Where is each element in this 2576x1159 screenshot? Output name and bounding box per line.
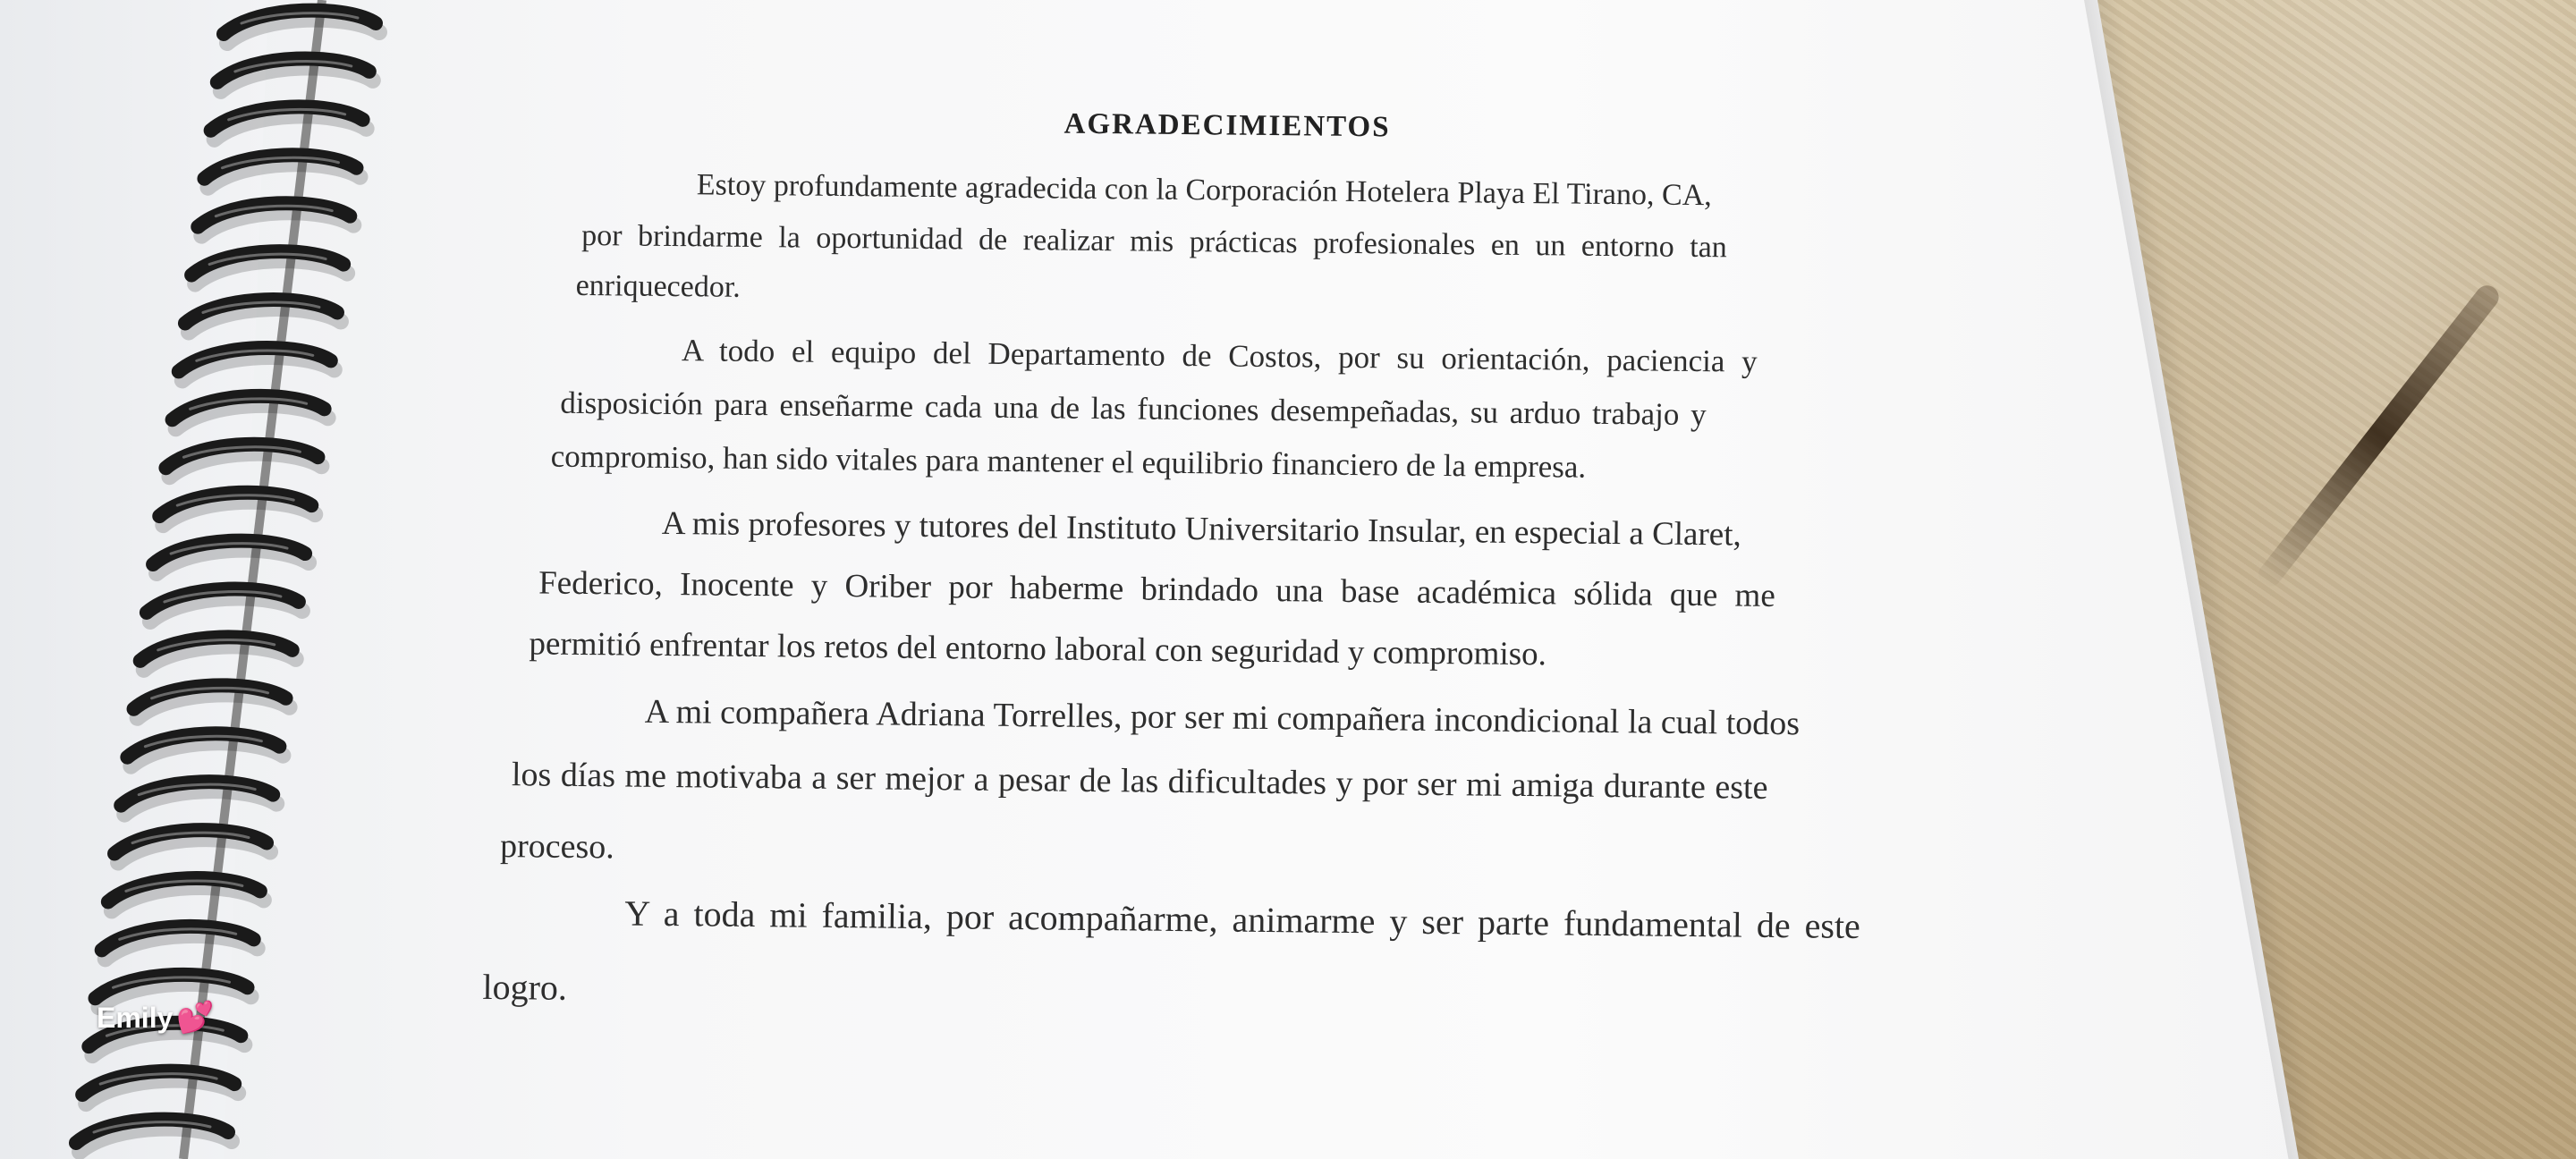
text-line: logro. <box>482 966 568 1008</box>
spiral-coil <box>159 493 315 525</box>
spiral-coil <box>217 58 373 90</box>
spiral-coil <box>134 685 290 717</box>
spiral-coil <box>108 878 264 910</box>
text-line: A mi compañera Adriana Torrelles, por ser mi compañera incondicional la cual todos <box>644 692 1801 743</box>
text-line: proceso. <box>499 827 615 867</box>
spiral-coil <box>191 251 347 283</box>
spiral-binding <box>0 0 420 1159</box>
page-title: AGRADECIMIENTOS <box>1063 107 1391 144</box>
spiral-coil <box>198 203 353 235</box>
spiral-coil <box>153 541 309 573</box>
spiral-coil <box>165 444 321 477</box>
spiral-coil <box>204 155 360 187</box>
spiral-coil <box>173 396 328 428</box>
spiral-coil <box>140 637 296 669</box>
spiral-coil <box>147 589 302 622</box>
text-line: disposición para enseñarme cada una de las funciones desempeñadas, su arduo trabajo y <box>560 385 1707 433</box>
text-line: Y a toda mi familia, por acompañarme, animarme y ser parte fundamental de este <box>624 893 1861 946</box>
text-line: enriquecedor. <box>575 268 741 304</box>
spiral-coil <box>224 11 379 43</box>
spiral-coil <box>76 1120 232 1152</box>
text-line: A mis profesores y tutores del Instituto Universitario Insular, en especial a Claret, <box>661 504 1741 554</box>
watermark-name: Emily <box>97 1002 174 1034</box>
spiral-coil <box>179 348 335 380</box>
hearts-icon: 💕 <box>176 1001 215 1035</box>
text-line: A todo el equipo del Departamento de Costos, por su orientación, paciencia y <box>681 333 1758 379</box>
text-line: Estoy profundamente agradecida con la Corporación Hotelera Playa El Tirano, CA, <box>696 168 1712 213</box>
text-line: compromiso, han sido vitales para mantener el equilibrio financiero de la empresa. <box>550 438 1587 485</box>
text-line: por brindarme la oportunidad de realizar mis prácticas profesionales en un entorno tan <box>581 218 1727 265</box>
spiral-coil <box>82 1071 238 1104</box>
spiral-coil <box>121 782 276 814</box>
spiral-coil <box>127 733 283 766</box>
spiral-coil <box>102 926 258 959</box>
text-line: permitió enfrentar los retos del entorno laboral con seguridad y compromiso. <box>529 625 1547 673</box>
spiral-coil <box>114 830 270 862</box>
watermark-sticker <box>97 1000 215 1036</box>
spiral-coil <box>185 300 341 332</box>
text-line: los días me motivaba a ser mejor a pesar de las dificultades y por ser mi amiga durante este <box>511 756 1768 807</box>
spiral-coil <box>211 106 367 139</box>
text-line: Federico, Inocente y Oriber por haberme brindado una base académica sólida que me <box>538 564 1775 614</box>
